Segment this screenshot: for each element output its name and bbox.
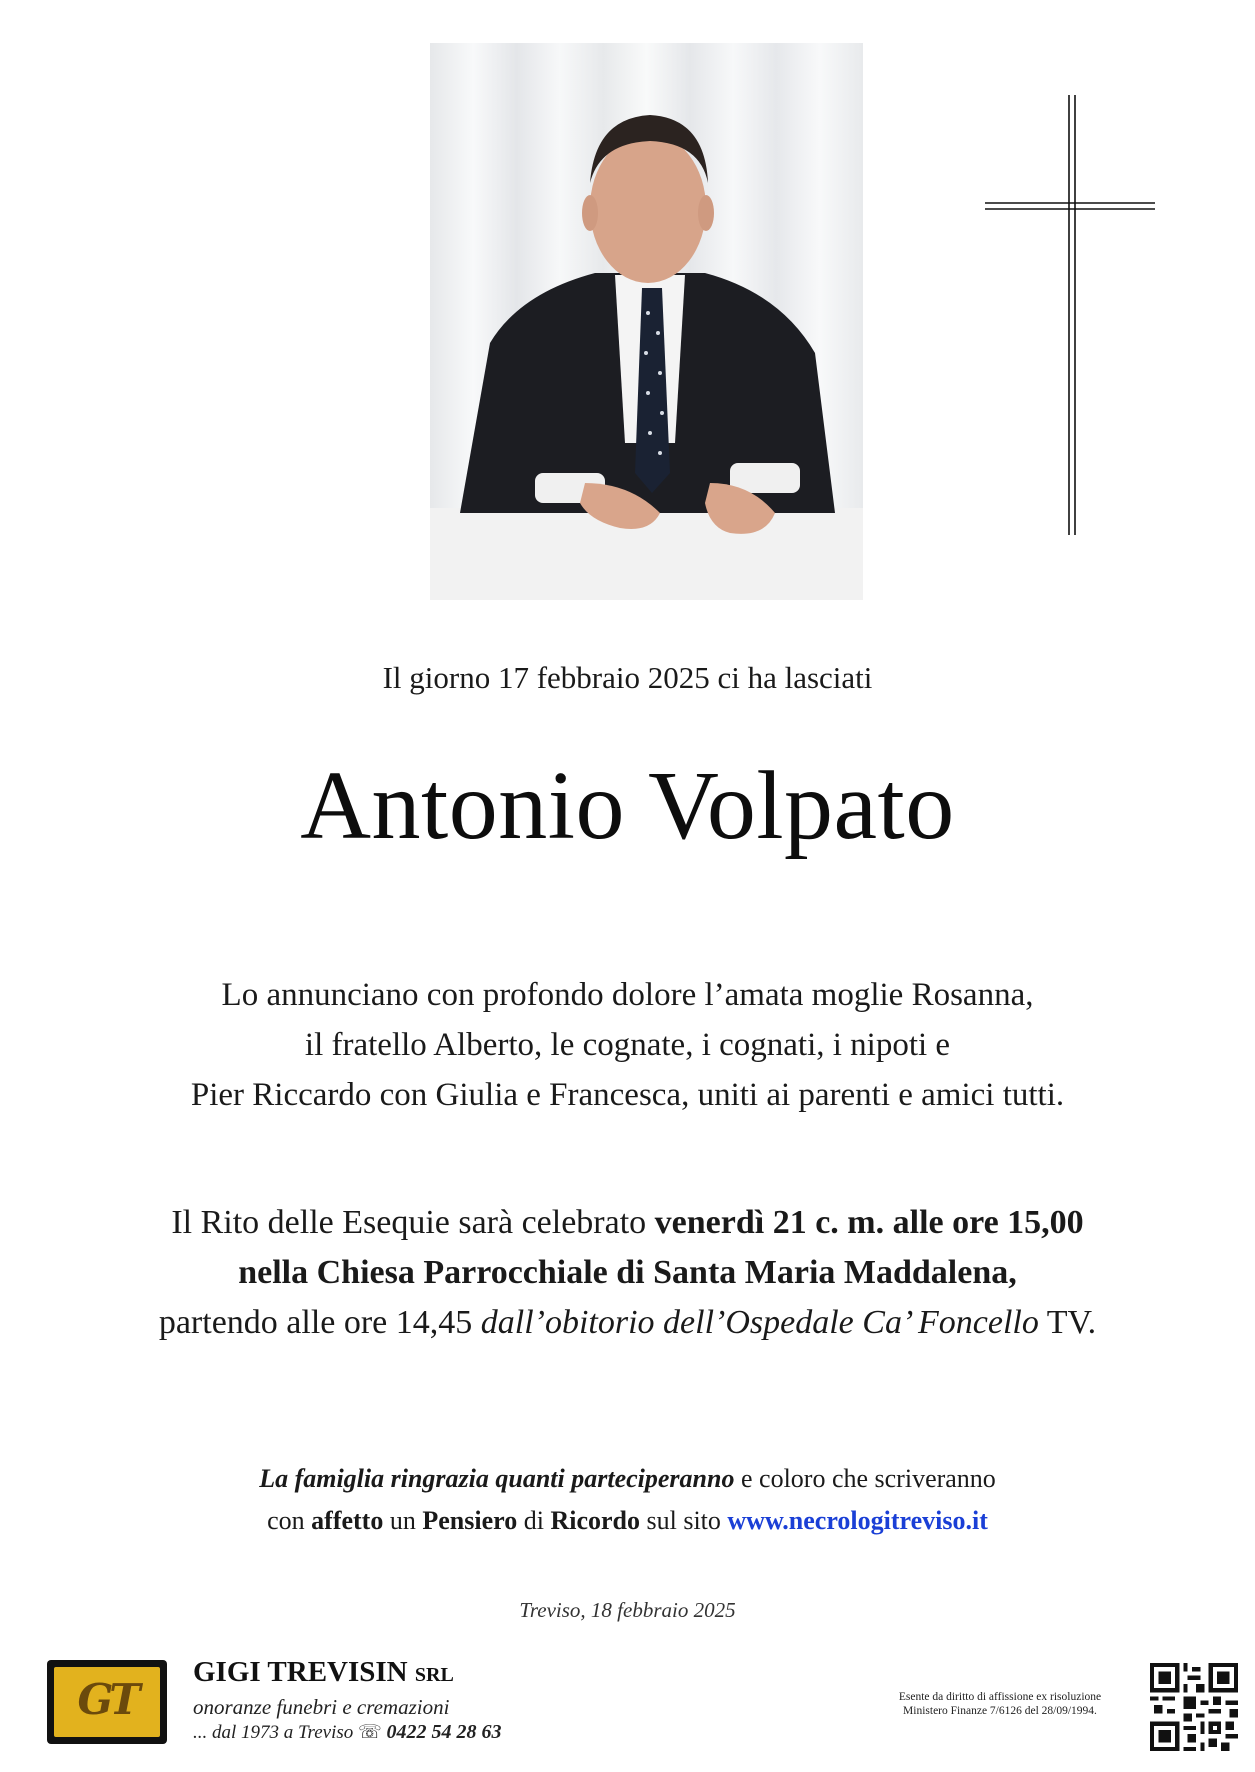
thanks-text-part: e coloro che scriveranno: [734, 1464, 996, 1493]
qr-code-icon[interactable]: [1150, 1663, 1238, 1751]
funeral-details: [0, 1198, 1255, 1348]
company-name: [193, 1656, 454, 1689]
funeral-line-3: [0, 1298, 1255, 1348]
family-line: il fratello Alberto, le cognate, i cognati, i nipoti e: [304, 1027, 951, 1063]
deceased-name: Antonio Volpato: [300, 752, 955, 860]
family-announcement: [0, 970, 1255, 1120]
exemption-line: Ministero Finanze 7/6126 del 28/09/1994.: [903, 1705, 1097, 1717]
logo-monogram: GT: [77, 1675, 137, 1724]
company-since: [193, 1721, 502, 1744]
thanks-text-part: con: [267, 1506, 312, 1535]
funeral-departure: dall’obitorio dell’Ospedale Ca’ Foncello: [480, 1304, 1039, 1341]
thanks-family: La famiglia ringrazia quanti parteciperanno: [259, 1464, 735, 1493]
company-suffix: SRL: [414, 1664, 454, 1686]
funeral-line-1: [0, 1198, 1255, 1248]
thanks-text-part: Pensiero: [422, 1506, 518, 1535]
exemption-line: Esente da diritto di affissione ex risoluzione: [898, 1691, 1102, 1703]
intro-text: Il giorno 17 febbraio 2025 ci ha lasciati: [382, 660, 873, 695]
cross-icon: [985, 95, 1155, 535]
company-logo: [47, 1660, 167, 1744]
thanks-text-part: di: [517, 1506, 551, 1535]
funeral-line-2: [0, 1248, 1255, 1298]
phone-number[interactable]: 0422 54 28 63: [386, 1721, 502, 1743]
family-line: Lo annunciano con profondo dolore l’amata moglie Rosanna,: [221, 977, 1034, 1013]
thanks-text-part: affetto: [311, 1506, 384, 1535]
place-date: Treviso, 18 febbraio 2025: [519, 1598, 736, 1622]
company-tagline: onoranze funebri e cremazioni: [193, 1695, 450, 1719]
thanks-text-part: Ricordo: [550, 1506, 640, 1535]
portrait-illustration: [430, 43, 863, 600]
exemption-note: [860, 1690, 1140, 1718]
website-link[interactable]: www.necrologitreviso.it: [727, 1506, 988, 1535]
funeral-text: TV.: [1038, 1304, 1097, 1341]
thanks-text-part: sul sito: [639, 1506, 728, 1535]
funeral-church: nella Chiesa Parrocchiale di Santa Maria Maddalena,: [238, 1254, 1017, 1291]
since-text: ... dal 1973 a Treviso: [193, 1722, 354, 1743]
thanks-text-part: un: [383, 1506, 423, 1535]
funeral-text: Il Rito delle Esequie sarà celebrato: [171, 1204, 655, 1241]
phone-icon: ☏: [358, 1722, 382, 1743]
funeral-text: partendo alle ore 14,45: [158, 1304, 481, 1341]
company-name-text: GIGI TREVISIN: [193, 1656, 408, 1688]
portrait-photo: [430, 43, 863, 600]
family-line: Pier Riccardo con Giulia e Francesca, uniti ai parenti e amici tutti.: [190, 1077, 1065, 1113]
thanks-text: [0, 1458, 1255, 1542]
thanks-line-1: [0, 1458, 1255, 1500]
funeral-date-time: venerdì 21 c. m. alle ore 15,00: [654, 1204, 1084, 1241]
thanks-line-2: [0, 1500, 1255, 1542]
